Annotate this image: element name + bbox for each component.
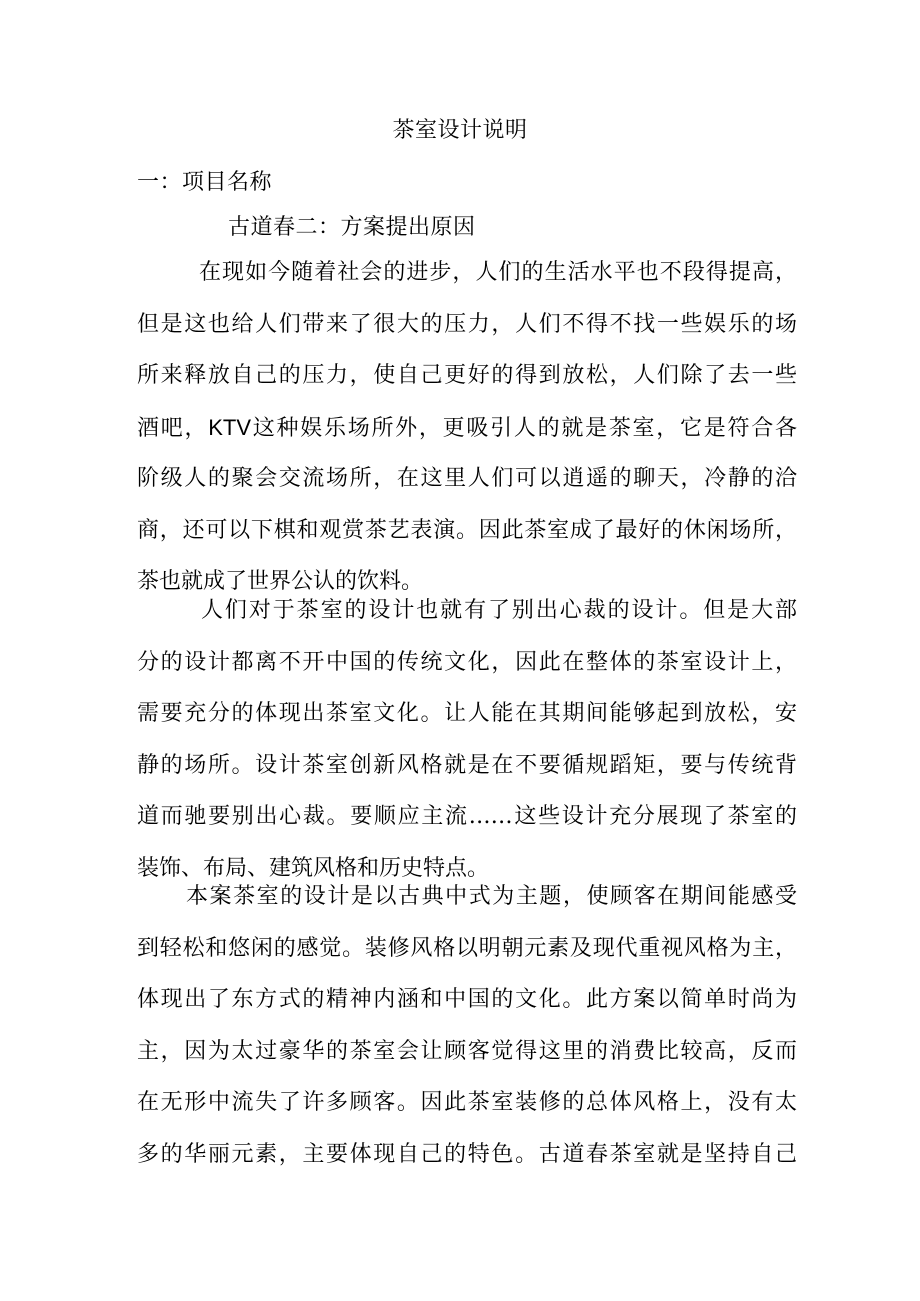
paragraph-line: 需要充分的体现出茶室文化。让人能在其期间能够起到放松，安	[137, 701, 797, 726]
paragraph-background	[137, 258, 797, 619]
paragraph-line-part: 酒吧，	[137, 415, 209, 441]
paragraph-line: 在无形中流失了许多顾客。因此茶室装修的总体风格上，没有太	[137, 1090, 797, 1115]
paragraph-line: 静的场所。设计茶室创新风格就是在不要循规蹈矩，要与传统背	[137, 752, 797, 778]
paragraph-line: 阶级人的聚会交流场所，在这里人们可以逍遥的聊天，冷静的洽	[137, 466, 797, 491]
paragraph-line: 主，因为太过豪华的茶室会让顾客觉得这里的消费比较高，反而	[137, 1038, 797, 1064]
paragraph-design-theme	[137, 882, 797, 1191]
paragraph-line-part: 这种娱乐场所外，更吸引人的就是茶室，它是符合各	[251, 415, 797, 441]
paragraph-line: 分的设计都离不开中国的传统文化，因此在整体的茶室设计上，	[137, 649, 797, 675]
paragraph-line: 所来释放自己的压力，使自己更好的得到放松，人们除了去一些	[137, 363, 797, 388]
paragraph-line: 但是这也给人们带来了很大的压力，人们不得不找一些娱乐的场	[137, 311, 797, 337]
paragraph-line: 到轻松和悠闲的感觉。装修风格以明朝元素及现代重视风格为主，	[137, 935, 797, 961]
paragraph-line: 商，还可以下棋和观赏茶艺表演。因此茶室成了最好的休闲场所，	[137, 517, 797, 543]
document-title: 茶室设计说明	[392, 118, 528, 143]
project-name-and-section-two-heading: 古道春二：方案提出原因	[228, 215, 476, 240]
paragraph-line: 茶也就成了世界公认的饮料。	[137, 569, 424, 594]
paragraph-line: 本案茶室的设计是以古典中式为主题，使顾客在期间能感受	[186, 884, 797, 909]
paragraph-line: 多的华丽元素，主要体现自己的特色。古道春茶室就是坚持自己	[137, 1141, 797, 1167]
paragraph-line: 在现如今随着社会的进步，人们的生活水平也不段得提高，	[199, 260, 797, 285]
paragraph-line: 人们对于茶室的设计也就有了别出心裁的设计。但是大部	[201, 598, 797, 623]
paragraph-line: 道而驰要别出心裁。要顺应主流……这些设计充分展现了茶室的	[137, 804, 797, 829]
paragraph-line	[137, 413, 797, 465]
paragraph-line: 装饰、布局、建筑风格和历史特点。	[137, 855, 490, 881]
paragraph-line: 体现出了东方式的精神内涵和中国的文化。此方案以简单时尚为	[137, 987, 797, 1012]
section-heading-project-name: 一：项目名称	[137, 170, 273, 195]
paragraph-design-culture	[137, 596, 797, 905]
ktv-text: KTV	[208, 414, 252, 440]
